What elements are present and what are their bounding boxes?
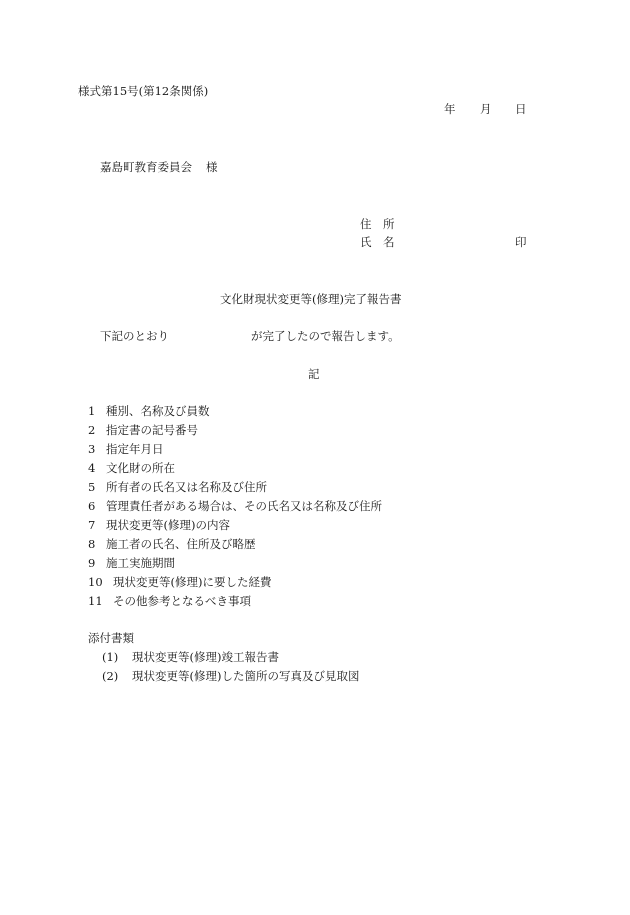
list-item xyxy=(88,539,256,551)
attachment-number: (2) xyxy=(102,669,119,683)
list-item xyxy=(88,444,164,456)
attachment-text: 現状変更等(修理)竣工報告書 xyxy=(132,650,279,664)
item-text: 所有者の氏名又は名称及び住所 xyxy=(106,480,267,494)
item-number: 9 xyxy=(88,556,96,570)
item-text: 種別、名称及び員数 xyxy=(106,404,210,418)
attachment-item xyxy=(102,671,359,683)
addressee-name: 嘉島町教育委員会 xyxy=(100,160,192,174)
item-number: 4 xyxy=(88,461,96,475)
date-month-label: 月 xyxy=(480,102,492,116)
intro-after: が完了したので報告します。 xyxy=(251,329,400,343)
item-number: 6 xyxy=(88,499,96,513)
attachment-text: 現状変更等(修理)した箇所の写真及び見取図 xyxy=(132,669,360,683)
item-text: 施工実施期間 xyxy=(106,556,175,570)
item-number: 3 xyxy=(88,442,96,456)
item-text: 指定年月日 xyxy=(106,442,164,456)
sender-address-label: 住 所 xyxy=(360,217,395,231)
item-number: 10 xyxy=(88,575,103,589)
item-text: 管理責任者がある場合は、その氏名又は名称及び住所 xyxy=(106,499,382,513)
list-item xyxy=(88,558,175,570)
intro-before: 下記のとおり xyxy=(100,329,169,343)
item-number: 8 xyxy=(88,537,96,551)
item-number: 2 xyxy=(88,423,96,437)
list-item xyxy=(88,501,382,513)
document-title: 文化財現状変更等(修理)完了報告書 xyxy=(220,292,402,306)
attachments-heading: 添付書類 xyxy=(88,631,134,645)
form-number: 様式第15号(第12条関係) xyxy=(78,84,209,98)
item-text: その他参考となるべき事項 xyxy=(113,594,251,608)
ki-heading: 記 xyxy=(308,367,320,381)
attachment-number: (1) xyxy=(102,650,119,664)
item-number: 5 xyxy=(88,480,96,494)
item-text: 文化財の所在 xyxy=(106,461,175,475)
list-item xyxy=(88,406,210,418)
list-item xyxy=(88,596,251,608)
item-list xyxy=(88,406,568,616)
date-year-label: 年 xyxy=(444,102,456,116)
item-text: 現状変更等(修理)の内容 xyxy=(106,518,230,532)
list-item xyxy=(88,482,267,494)
date-day-label: 日 xyxy=(515,102,527,116)
seal-mark: 印 xyxy=(515,235,527,249)
item-number: 7 xyxy=(88,518,96,532)
list-item xyxy=(88,577,271,589)
addressee-honorific: 様 xyxy=(206,160,218,174)
item-number: 1 xyxy=(88,404,96,418)
item-text: 現状変更等(修理)に要した経費 xyxy=(113,575,272,589)
list-item xyxy=(88,463,175,475)
item-number: 11 xyxy=(88,594,103,608)
intro-sentence xyxy=(100,331,400,343)
item-text: 指定書の記号番号 xyxy=(106,423,198,437)
item-text: 施工者の氏名、住所及び略歴 xyxy=(106,537,256,551)
addressee xyxy=(100,162,218,174)
attachment-item xyxy=(102,652,279,664)
list-item xyxy=(88,425,198,437)
list-item xyxy=(88,520,230,532)
sender-name-label: 氏 名 xyxy=(360,235,395,249)
